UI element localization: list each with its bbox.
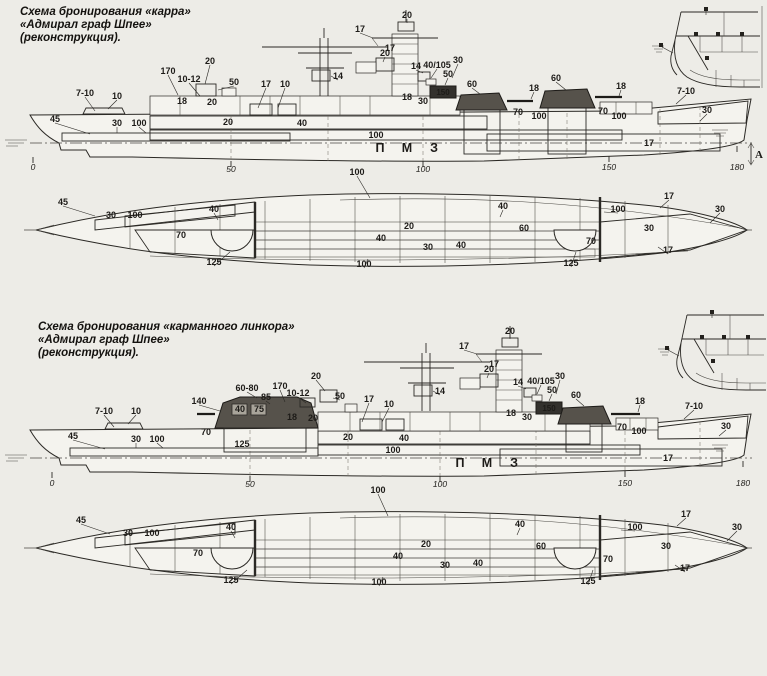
- dimension-label: 10: [383, 399, 395, 409]
- dimension-label: 40: [398, 433, 410, 443]
- dimension-label: 20: [310, 371, 322, 381]
- dimension-label: 100: [531, 111, 547, 121]
- dimension-label: 20: [307, 413, 319, 423]
- label-leader-line: [531, 92, 534, 99]
- dimension-label: 18: [176, 96, 188, 106]
- label-leader-line: [727, 531, 737, 541]
- dimension-label: 17: [662, 453, 674, 463]
- dimension-label: 100: [627, 522, 643, 532]
- scheme2-title: [38, 321, 295, 359]
- label-leader-line: [556, 82, 566, 90]
- dimension-label: 14: [512, 377, 524, 387]
- label-leader-line: [576, 399, 584, 406]
- dimension-label: 100: [368, 130, 384, 140]
- dimension-label: 40/105: [527, 376, 555, 386]
- dimension-label: З: [430, 141, 438, 155]
- dimension-label: 7-10: [94, 406, 114, 416]
- label-leader-line: [537, 385, 541, 394]
- scheme2-title-line2: «Адмирал граф Шпее»: [38, 334, 170, 346]
- scale-label: 150: [617, 478, 633, 488]
- dimension-label: З: [510, 456, 518, 470]
- dimension-label: 30: [105, 210, 117, 220]
- dimension-label: 100: [385, 445, 401, 455]
- dimension-label: 45: [49, 114, 61, 124]
- dimension-label: 30: [422, 242, 434, 252]
- dimension-label: 7-10: [676, 86, 696, 96]
- dimension-label: 60: [570, 390, 582, 400]
- dimension-label: 30: [720, 421, 732, 431]
- dimension-label: 60: [550, 73, 562, 83]
- dimension-label: 170: [160, 66, 176, 76]
- dimension-label: 10: [130, 406, 142, 416]
- scheme1-title-line1: Схема бронирования «карра»: [20, 6, 191, 18]
- scale-label: 50: [226, 164, 236, 174]
- scale-label: 0: [30, 162, 36, 172]
- scheme2-title-line3: (реконструкция).: [38, 347, 139, 359]
- dimension-label: 20: [483, 364, 495, 374]
- dimension-label: 30: [701, 105, 713, 115]
- dimension-label: 14: [332, 71, 344, 81]
- dimension-label: 100: [131, 118, 147, 128]
- dimension-label: 40: [392, 551, 404, 561]
- dimension-label: 125: [234, 439, 250, 449]
- dimension-label: 75: [253, 404, 265, 414]
- label-leader-line: [676, 95, 686, 104]
- label-leader-line: [205, 65, 210, 84]
- dimension-label: 18: [615, 81, 627, 91]
- dimension-label: 45: [67, 431, 79, 441]
- dimension-label: 60: [535, 541, 547, 551]
- dimension-label: 100: [371, 577, 387, 587]
- scheme2-length-scale: [50, 478, 751, 489]
- dimension-label: 20: [379, 48, 391, 58]
- dimension-label: 18: [528, 83, 540, 93]
- dimension-label: 60: [466, 79, 478, 89]
- scale-label: 150: [601, 162, 617, 172]
- label-leader-line: [431, 69, 437, 78]
- dimension-label: 170: [272, 381, 288, 391]
- dimension-label: 10-12: [286, 388, 310, 398]
- dimension-label: 30: [122, 528, 134, 538]
- dimension-label: 60-80: [235, 383, 259, 393]
- dimension-label: 125: [563, 258, 579, 268]
- dimension-label: 17: [488, 359, 500, 369]
- dimension-label: 50: [442, 69, 454, 79]
- scheme1-title-line2: «Адмирал граф Шпее»: [20, 19, 152, 31]
- dimension-label: 17: [662, 245, 674, 255]
- dimension-label: 60: [518, 223, 530, 233]
- dimension-label: 100: [144, 528, 160, 538]
- dimension-label: 30: [521, 412, 533, 422]
- dimension-label: П: [455, 456, 465, 470]
- dimension-label: 40/105: [423, 60, 451, 70]
- dimension-label: 17: [354, 24, 366, 34]
- scale-label: 0: [49, 478, 55, 488]
- dimension-label: 100: [127, 210, 143, 220]
- dimension-label: 40: [497, 201, 509, 211]
- main-turret-forward: [456, 93, 507, 110]
- scale-label: 180: [735, 478, 751, 488]
- dimension-label: 20: [420, 539, 432, 549]
- main-turret-aft: [558, 406, 611, 424]
- dimension-label: 30: [417, 96, 429, 106]
- section-marker: [748, 143, 763, 165]
- dimension-label: 40: [455, 240, 467, 250]
- dimension-label: 100: [370, 485, 386, 495]
- dimension-label: 45: [75, 515, 87, 525]
- label-leader-line: [445, 78, 448, 85]
- dimension-label: М: [481, 456, 493, 470]
- dimension-label: 17: [643, 138, 655, 148]
- dimension-label: 18: [286, 412, 298, 422]
- dimension-label: 100: [349, 167, 365, 177]
- dimension-label: 10: [279, 79, 291, 89]
- dimension-label: 50: [546, 385, 558, 395]
- scheme1-plan-view: [24, 194, 752, 267]
- label-leader-line: [549, 394, 552, 401]
- dimension-label: 30: [111, 118, 123, 128]
- dimension-label: 17: [458, 341, 470, 351]
- dimension-label: 20: [504, 326, 516, 336]
- dimension-label: 50: [228, 77, 240, 87]
- dimension-label: 30: [554, 371, 566, 381]
- dimension-label: 14: [434, 386, 446, 396]
- dimension-label: 20: [204, 56, 216, 66]
- dimension-label: 7-10: [75, 88, 95, 98]
- label-leader-line: [684, 410, 694, 419]
- dimension-label: 20: [401, 10, 413, 20]
- dimension-label: 10: [111, 91, 123, 101]
- label-leader-line: [316, 380, 325, 391]
- dimension-label: 70: [512, 107, 524, 117]
- dimension-label: 30: [731, 522, 743, 532]
- dimension-label: 17: [680, 509, 692, 519]
- scheme1-title: [20, 6, 191, 44]
- dimension-label: 100: [610, 204, 626, 214]
- dimension-label: 17: [679, 563, 691, 573]
- dimension-label: 20: [403, 221, 415, 231]
- dimension-label: 40: [234, 404, 246, 414]
- dimension-label: П: [375, 141, 385, 155]
- dimension-label: 70: [175, 230, 187, 240]
- label-leader-line: [660, 200, 669, 208]
- scale-label: 180: [729, 162, 745, 172]
- scale-label: 100: [432, 479, 448, 489]
- dimension-label: 30: [660, 541, 672, 551]
- label-leader-line: [189, 83, 200, 96]
- main-turret-aft: [540, 89, 595, 108]
- dimension-label: 20: [206, 97, 218, 107]
- dimension-label: 150: [542, 404, 556, 413]
- dimension-label: 10-12: [177, 74, 201, 84]
- dimension-label: 7-10: [684, 401, 704, 411]
- dimension-label: 70: [200, 427, 212, 437]
- label-leader-line: [63, 206, 95, 216]
- dimension-label: 40: [225, 522, 237, 532]
- scheme2-cross-section-inset: [658, 309, 767, 391]
- scheme1-length-scale: [31, 162, 745, 174]
- dimension-label: 70: [602, 554, 614, 564]
- dimension-label: 70: [597, 106, 609, 116]
- dimension-label: 100: [611, 111, 627, 121]
- dimension-label: 100: [631, 426, 647, 436]
- scale-label: 100: [415, 164, 431, 174]
- dimension-label: 18: [401, 92, 413, 102]
- dimension-label: 50: [334, 391, 346, 401]
- label-leader-line: [85, 97, 95, 111]
- dimension-label: 18: [505, 408, 517, 418]
- scheme1-title-line3: (реконструкция).: [20, 32, 121, 44]
- dimension-label: 100: [356, 259, 372, 269]
- dimension-label: 17: [663, 191, 675, 201]
- dimension-label: 20: [342, 432, 354, 442]
- dimension-label: 100: [149, 434, 165, 444]
- dimension-label: 40: [208, 204, 220, 214]
- dimension-label: 70: [192, 548, 204, 558]
- dimension-label: 40: [375, 233, 387, 243]
- scheme2-plan-view: [24, 512, 752, 585]
- dimension-label: 30: [714, 204, 726, 214]
- dimension-label: М: [401, 141, 413, 155]
- dimension-label: 30: [643, 223, 655, 233]
- dimension-label: 125: [580, 576, 596, 586]
- scheme2-title-line1: Схема бронирования «карманного линкора»: [38, 321, 295, 333]
- dimension-label: 125: [223, 575, 239, 585]
- dimension-label: 40: [296, 118, 308, 128]
- section-marker-letter: А: [755, 149, 763, 161]
- dimension-label: 150: [436, 88, 450, 97]
- dimension-label: 18: [634, 396, 646, 406]
- label-leader-line: [104, 415, 114, 427]
- label-leader-line: [81, 524, 110, 534]
- dimension-label: 30: [452, 55, 464, 65]
- dimension-label: 140: [191, 396, 207, 406]
- dimension-label: 40: [514, 519, 526, 529]
- dimension-label: 20: [222, 117, 234, 127]
- dimension-label: 70: [616, 422, 628, 432]
- label-leader-line: [638, 405, 640, 412]
- dimension-label: 40: [472, 558, 484, 568]
- scale-label: 50: [245, 479, 255, 489]
- dimension-label: 30: [130, 434, 142, 444]
- dimension-label: 45: [57, 197, 69, 207]
- dimension-label: 70: [585, 236, 597, 246]
- dimension-label: 125: [206, 257, 222, 267]
- dimension-label: 14: [410, 61, 422, 71]
- dimension-label: 85: [260, 392, 272, 402]
- dimension-label: 30: [439, 560, 451, 570]
- dimension-label: 17: [260, 79, 272, 89]
- label-leader-line: [677, 518, 686, 526]
- dimension-label: 17: [384, 43, 396, 53]
- scheme1-cross-section-inset: [652, 6, 762, 88]
- dimension-label: 17: [363, 394, 375, 404]
